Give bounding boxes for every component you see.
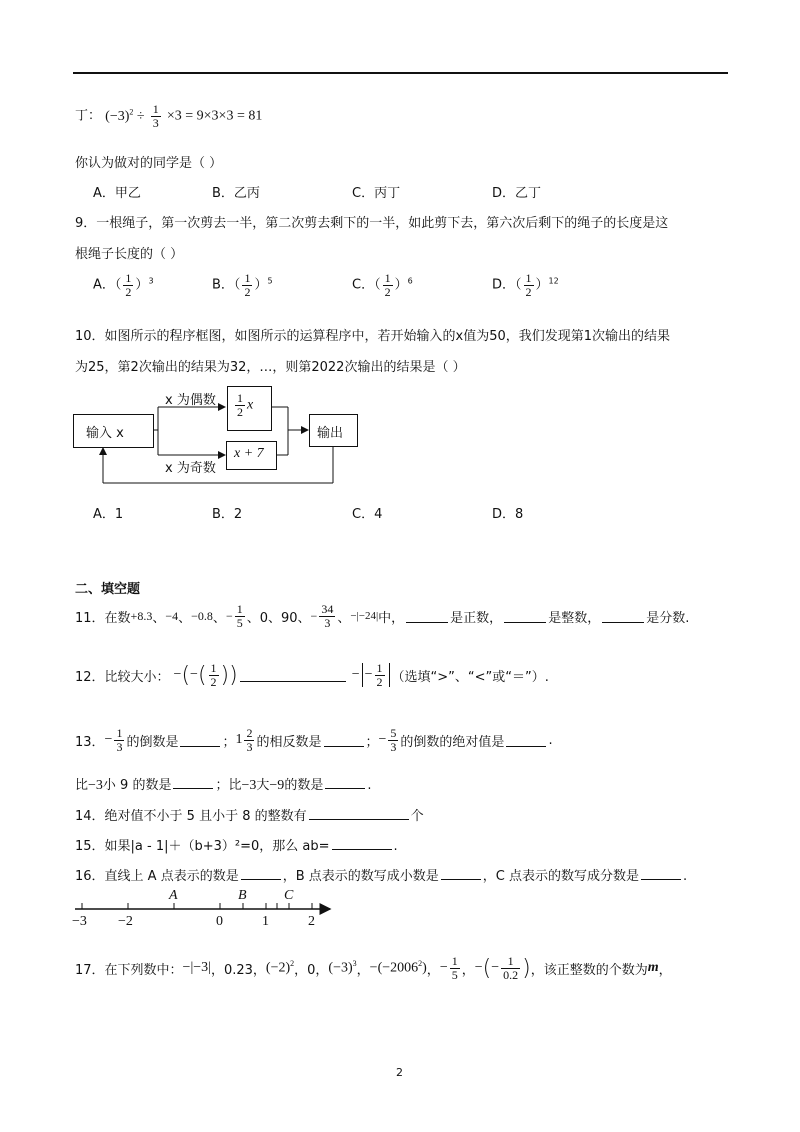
flow-input-box: 输入 x bbox=[73, 414, 154, 448]
q16: 16．直线上 A 点表示的数是 ，B 点表示的数写成小数是 ，C 点表示的数写成分数是 . bbox=[75, 869, 688, 884]
q10-option-d[interactable]: D．8 bbox=[492, 507, 524, 522]
point-label: A bbox=[169, 888, 178, 903]
tick-label: −2 bbox=[118, 914, 133, 929]
q9-option-a[interactable]: A．（ $\frac{1}{2}$ ）$^3$ bbox=[93, 271, 154, 299]
tick-label: 2 bbox=[308, 914, 315, 929]
q10-line2: 为25，第2次输出的结果为32，…，则第2022次输出的结果是（ ） bbox=[75, 360, 466, 375]
flow-even-label: x 为偶数 bbox=[165, 393, 216, 408]
q9-option-c[interactable]: C．（ $\frac{1}{2}$ ）$^6$ bbox=[352, 271, 413, 299]
q8-ask: 你认为做对的同学是（ ） bbox=[75, 156, 223, 171]
flow-half-box: $\frac{1}{2}$ x bbox=[227, 386, 272, 431]
point-label: C bbox=[284, 888, 294, 903]
section-title-fill-blank: 二、填空题 bbox=[75, 582, 141, 597]
q9-option-b[interactable]: B．（ $\frac{1}{2}$ ）$^5$ bbox=[212, 271, 273, 299]
flow-output-box: 输出 bbox=[309, 414, 358, 447]
q15: 15．如果|a - 1|＋（b+3）²=0，那么 ab= . bbox=[75, 839, 398, 854]
q11: 11．在数 +8.3 、 −4 、 −0.8 、 − $\frac{1}{5}$ 、0、90、 − $\frac{34}{3}$ 、 −|−24| 中， 是正数， 是整数， 是分数. bbox=[75, 601, 690, 630]
q8-option-a[interactable]: A．甲乙 bbox=[93, 186, 141, 201]
q9-line2: 根绳子长度的（ ） bbox=[75, 247, 184, 262]
q8-ding-line: 丁： $(-3)^2$ ÷ $\frac{1}{3}$ ×3 = 9×3×3 = 81 bbox=[75, 102, 263, 130]
q13-line2: 比−3小 9 的数是 ；比−3大−9的数是 . bbox=[75, 778, 372, 793]
q8-option-b[interactable]: B．乙丙 bbox=[212, 186, 260, 201]
flow-plus7-box: x + 7 bbox=[226, 441, 277, 470]
tick-label: −3 bbox=[72, 914, 87, 929]
q9-option-d[interactable]: D．（ $\frac{1}{2}$ ）$^{12}$ bbox=[492, 271, 559, 299]
q17: 17．在下列数中： −|−3| ，0.23， $(-2)^2$ ，0， $(-3)^3$ ， $-(-2006^2)$ ， − $\frac{1}{5}$ ， − ( − $\frac{1}{0.2}$ ) ，该正整数的个数为 m ， bbox=[75, 953, 672, 982]
q8-option-d[interactable]: D．乙丁 bbox=[492, 186, 542, 201]
q14: 14．绝对值不小于 5 且小于 8 的整数有 个 bbox=[75, 809, 424, 824]
tick-label: 0 bbox=[216, 914, 223, 929]
q10-line1: 10．如图所示的程序框图，如图所示的运算程序中，若开始输入的x值为50，我们发现第1次输出的结果 bbox=[75, 329, 671, 344]
q10-option-a[interactable]: A．1 bbox=[93, 507, 124, 522]
fraction-one-third: $\frac{1}{3}$ bbox=[152, 102, 159, 130]
flow-odd-label: x 为奇数 bbox=[165, 461, 216, 476]
q10-option-c[interactable]: C．4 bbox=[352, 507, 383, 522]
q9-line1: 9．一根绳子，第一次剪去一半，第二次剪去剩下的一半，如此剪下去，第六次后剩下的绳子的长度是这 bbox=[75, 216, 669, 231]
tick-label: 1 bbox=[262, 914, 269, 929]
point-label: B bbox=[238, 888, 247, 903]
q10-option-b[interactable]: B．2 bbox=[212, 507, 243, 522]
q8-option-c[interactable]: C．丙丁 bbox=[352, 186, 401, 201]
q13: 13． − $\frac{1}{3}$ 的倒数是 ； 1 $\frac{2}{3}$ 的相反数是 ； − $\frac{5}{3}$ 的倒数的绝对值是 . bbox=[75, 725, 553, 754]
q12: 12．比较大小： − ( − ( $\frac{1}{2}$ ) ) − − $\frac{1}{2}$ （选填“>”、“<”或“＝”）. bbox=[75, 660, 549, 689]
page-number: 2 bbox=[396, 1066, 403, 1079]
